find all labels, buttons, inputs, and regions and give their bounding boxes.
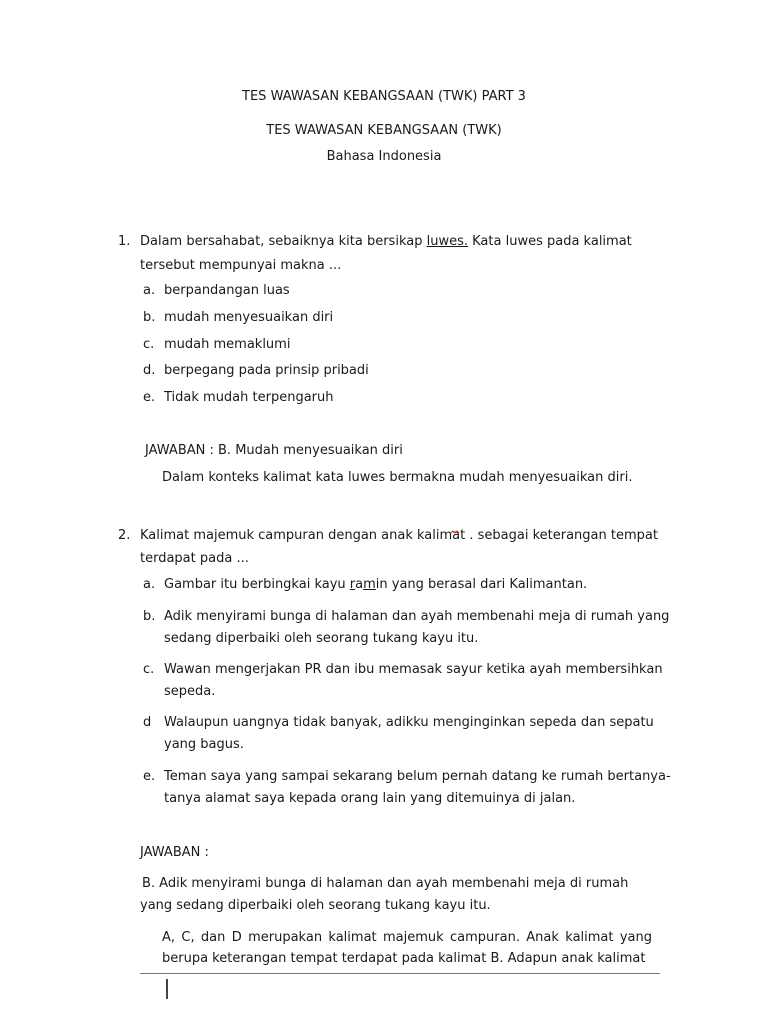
- q1-explanation: Dalam konteks kalimat kata luwes bermakna mudah menyesuaikan diri.: [162, 470, 633, 485]
- q2-option-letter: d: [143, 715, 152, 730]
- page-margin-marker: [166, 979, 168, 999]
- q1-text-line1: [140, 231, 632, 253]
- q2-option-letter: a.: [143, 577, 156, 592]
- q1-option-text: mudah memaklumi: [164, 337, 291, 352]
- q1-option-letter: d.: [143, 363, 156, 378]
- q1-text-after: Kata luwes pada kalimat: [468, 234, 632, 249]
- q2-option-a-text: [164, 574, 587, 596]
- q2-number: 2.: [118, 528, 131, 543]
- page-footer-rule: [140, 973, 660, 974]
- document-title: TES WAWASAN KEBANGSAAN (TWK) PART 3: [242, 89, 526, 104]
- q2-answer-label: JAWABAN :: [140, 845, 209, 860]
- q2-text-line2: terdapat pada ...: [140, 551, 249, 566]
- q1-text-before: Dalam bersahabat, sebaiknya kita bersikap: [140, 234, 427, 249]
- q2-option-a-underlined-2: m: [363, 577, 376, 592]
- q2-option-text-line1: Adik menyirami bunga di halaman dan ayah membenahi meja di rumah yang: [164, 609, 670, 624]
- q1-option-text: Tidak mudah terpengaruh: [164, 390, 334, 405]
- q2-option-text-line2: tanya alamat saya kepada orang lain yang ditemuinya di jalan.: [164, 791, 576, 806]
- q1-option-letter: e.: [143, 390, 156, 405]
- q2-option-a-mid: a: [355, 577, 364, 592]
- q1-option-text: berpegang pada prinsip pribadi: [164, 363, 369, 378]
- q1-text-line2: tersebut mempunyai makna ...: [140, 258, 342, 273]
- q2-answer-line2: yang sedang diperbaiki oleh seorang tukang kayu itu.: [140, 898, 491, 913]
- q1-option-letter: c.: [143, 337, 155, 352]
- q2-option-text-line1: Wawan mengerjakan PR dan ibu memasak sayur ketika ayah membersihkan: [164, 662, 663, 677]
- document-subject: Bahasa Indonesia: [326, 149, 442, 164]
- q1-option-text: mudah menyesuaikan diri: [164, 310, 334, 325]
- q2-option-a-underlined-1: r: [349, 577, 356, 592]
- q2-text-before: Kalimat majemuk campuran dengan anak kalimat: [140, 528, 470, 543]
- q2-option-text-line2: sedang diperbaiki oleh seorang tukang kayu itu.: [164, 631, 479, 646]
- q1-answer: JAWABAN : B. Mudah menyesuaikan diri: [145, 443, 403, 458]
- q2-option-text-line1: Teman saya yang sampai sekarang belum pernah datang ke rumah bertanya-: [164, 769, 671, 784]
- document-subtitle: TES WAWASAN KEBANGSAAN (TWK): [266, 123, 502, 138]
- spellcheck-squiggle: [451, 530, 460, 534]
- q2-option-a-after: in yang berasal dari Kalimantan.: [375, 577, 588, 592]
- q2-option-a-before: Gambar itu berbingkai kayu: [164, 577, 350, 592]
- q2-text-line1: [140, 525, 658, 547]
- q1-option-text: berpandangan luas: [164, 283, 290, 298]
- q2-explanation-line2: berupa keterangan tempat terdapat pada kalimat B. Adapun anak kalimat: [162, 951, 646, 966]
- q1-option-letter: a.: [143, 283, 156, 298]
- q2-answer-line1: B. Adik menyirami bunga di halaman dan ayah membenahi meja di rumah: [142, 876, 629, 891]
- q2-text-after: . sebagai keterangan tempat: [469, 528, 658, 543]
- q2-explanation-line1: A, C, dan D merupakan kalimat majemuk campuran. Anak kalimat yang: [162, 930, 652, 945]
- q2-option-letter: e.: [143, 769, 156, 784]
- q2-option-letter: b.: [143, 609, 156, 624]
- q1-number: 1.: [118, 234, 131, 249]
- q2-option-letter: c.: [143, 662, 155, 677]
- q2-option-text-line2: sepeda.: [164, 684, 216, 699]
- q1-keyword: luwes.: [426, 234, 468, 249]
- q2-option-text-line1: Walaupun uangnya tidak banyak, adikku menginginkan sepeda dan sepatu: [164, 715, 654, 730]
- q2-option-text-line2: yang bagus.: [164, 737, 244, 752]
- q1-option-letter: b.: [143, 310, 156, 325]
